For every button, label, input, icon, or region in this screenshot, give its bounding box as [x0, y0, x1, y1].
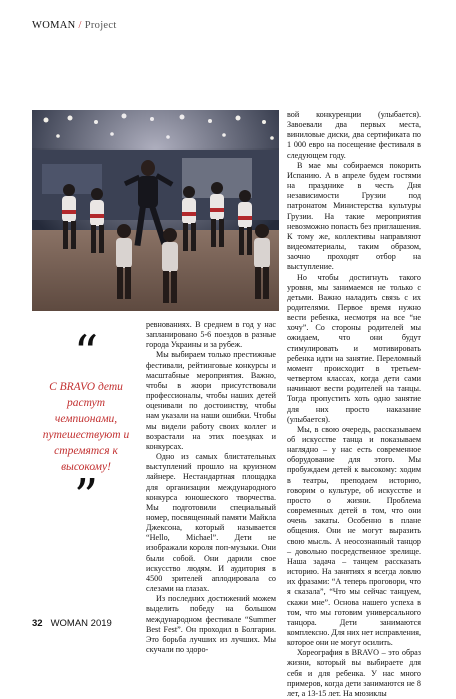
section-name: Project [84, 20, 117, 31]
paragraph: Одно из самых блистательных выступлений прошло на круизном лайнере. Нестандартная площадка для организации международного конкурса юношеского творчества. Мы подготовили специальный номер, посвященный памяти Майкла Джексона, который называется “Hello, Michael”. Дети не изображали короля поп-музыки. Они были собой. Они дарили свое искусство людям. И аудитория в 4500 зрителей аплодировала со слезами на глазах. [146, 452, 276, 594]
paragraph: Из последних достижений можем выделить победу на большом международном фестивале “Summer Best Fest”. Он проходил в Болгарии. Это борьба лучших из лучших. Мы скучали по здоро- [146, 594, 276, 654]
footer-magazine-issue: WOMAN 2019 [50, 618, 112, 629]
pull-quote [36, 325, 136, 525]
pull-quote-text: С BRAVO дети растут чемпионами, путешествуют и стремятся к высокому! [42, 381, 130, 473]
paragraph: Хореография в BRAVO – это образ жизни, который вы выбираете для себя и для ребенка. У нас много примеров, когда дети занимаются не 8 лет, а 13-15 лет. На мюзиклы [287, 648, 421, 698]
page-footer [32, 618, 112, 629]
open-quote-mark: “ [73, 325, 99, 381]
article-column-left [146, 320, 276, 655]
close-quote-mark: ” [73, 469, 99, 525]
paragraph: В мае мы собираемся покорить Испанию. А в апреле будем гостями на празднике в честь Дня независимости Грузии под патронатом Министерства культуры Грузии. На такие мероприятия невозможно попасть без приглашения. К тому же, коллективы направляют видеоматериалы, таким образом, заочно проходят отбор на выступление. [287, 160, 421, 272]
running-header [32, 20, 117, 31]
paragraph: ревнованиях. В среднем в год у нас запланировано 5-6 поездов в разные города Украины и за рубеж. [146, 320, 276, 350]
page-number: 32 [32, 618, 43, 629]
dance-photo [32, 110, 279, 311]
paragraph: Мы, в свою очередь, рассказываем об искусстве танца и показываем наглядно – у нас есть современное оборудование для этого. Мы пробуждаем детей к высокому: ходим в театры, преподаем историю, говорим о культуре, об искусстве и просто о жизни. Проблема современных детей в том, что они очень закаты. Особенно в плане общения. Они не могут выразить свою мысль. А неосознанный танцор – довольно посредственное зрелище. Наша задача – танцем рассказать историю. На занятиях я всегда ловлю их фразами: “А теперь проговори, что я сказала”, “Что мы сейчас танцуем, скажи мне”. Основа нашего успеха в том, что мы готовим универсального танцора. Дети занимаются комплексно. Для них нет исправления, которое они не могут осилить. [287, 424, 421, 648]
magazine-name: WOMAN [32, 20, 76, 31]
paragraph: Но чтобы достигнуть такого уровня, мы занимаемся не только с детьми. Важно наладить связь с их родителями. Первое время нужно вести ребенка, несмотря на все “не хочу”. Со стороны родителей мы ожидаем, что они будут стимулировать и мотивировать ребенка идти на занятие. Переломный момент происходит в третьем-четвертом классах, когда дети сами начинают вести родителей на танцы. Тогда пропустить хоть одно занятие для них просто наказание (улыбается). [287, 272, 421, 424]
dance-photo-illustration [32, 110, 279, 311]
article-column-right [287, 110, 421, 699]
paragraph: вой конкуренции (улыбается). Завоевали два первых места, виниловые диски, два сертификата по 1 000 евро на посещение фестиваля в следующем году. [287, 110, 421, 160]
paragraph: Мы выбираем только престижные фестивали, рейтинговые конкурсы и масштабные мероприятия. Важно, чтобы в жюри присутствовали профессионалы, чтобы наших детей оценивали по достоинству, чтобы нам указали на наши ошибки. Чтобы мы видели работу своих коллег и возрастали на этих поездках и конкурсах. [146, 350, 276, 451]
header-separator: / [78, 20, 82, 31]
